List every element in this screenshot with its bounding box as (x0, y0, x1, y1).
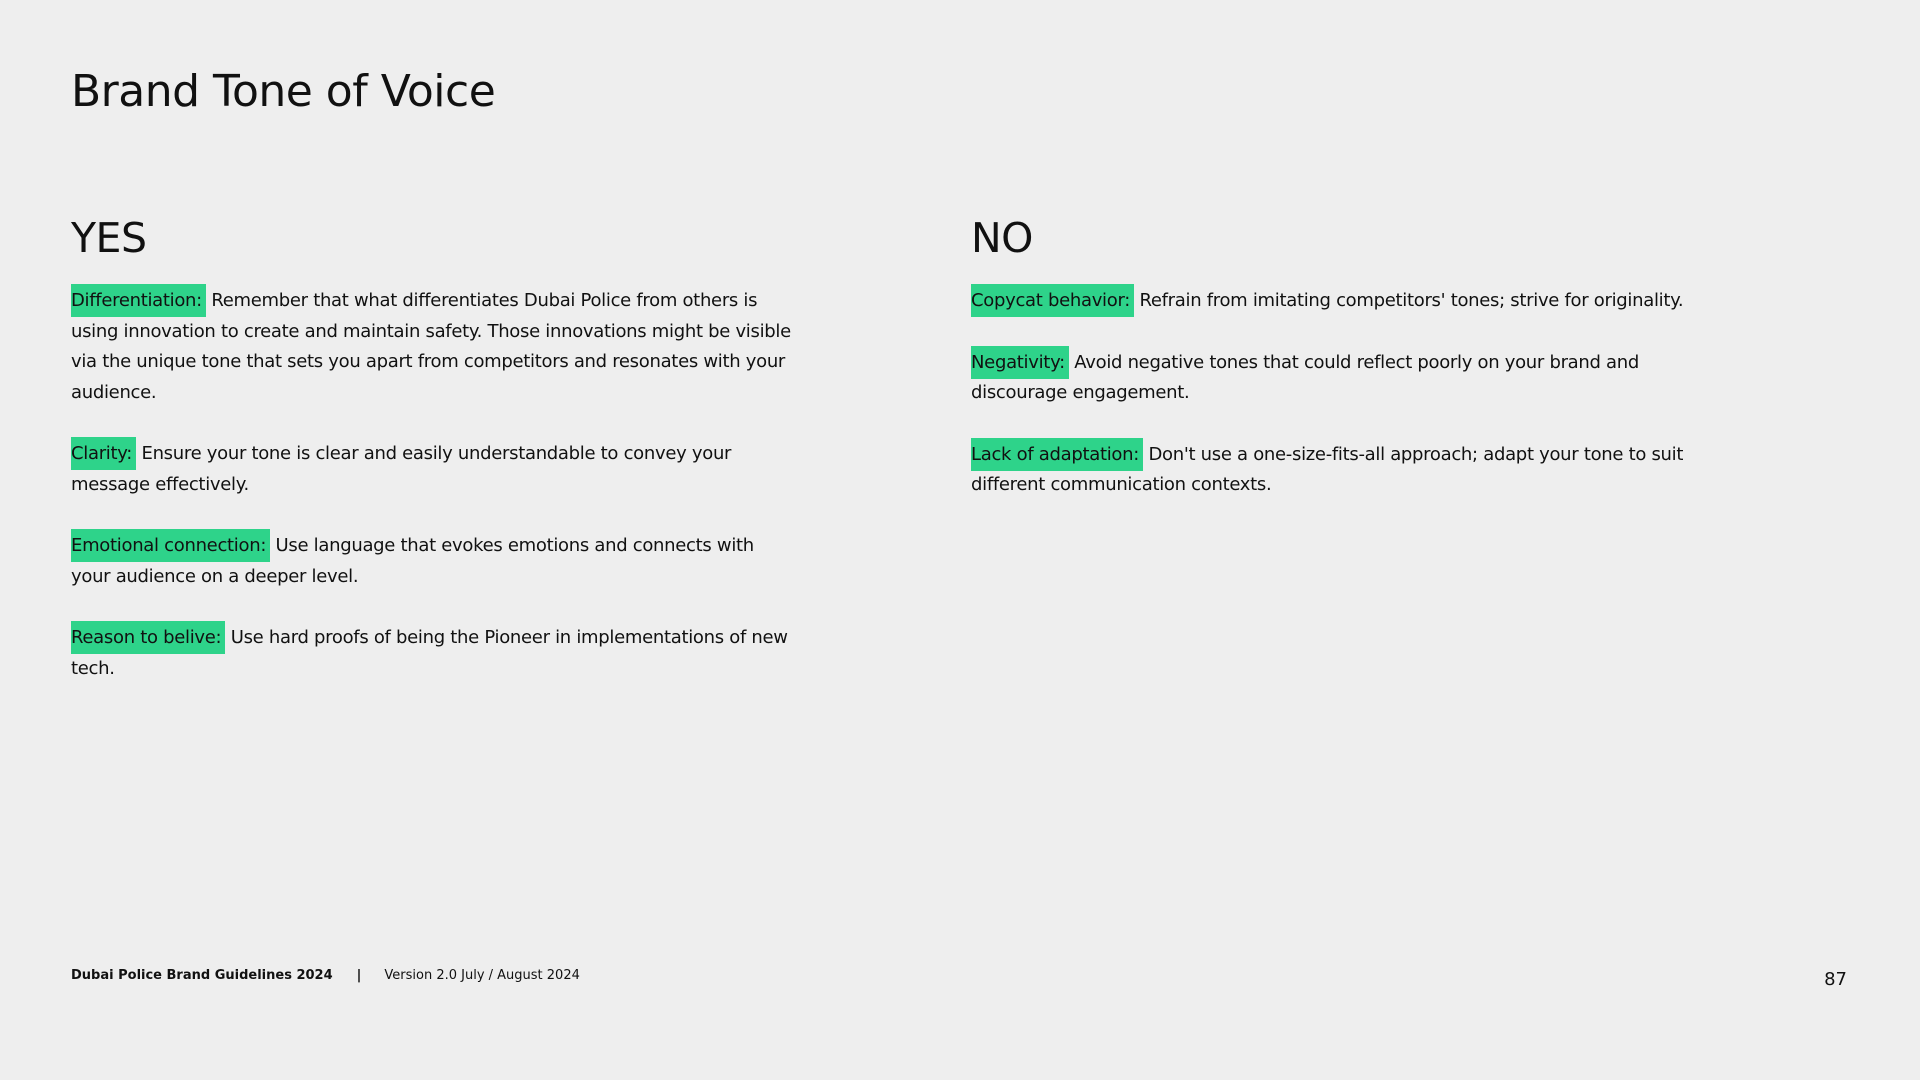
yes-item-text: Ensure your tone is clear and easily understandable to convey your message effectively. (71, 443, 732, 495)
footer-brand: Dubai Police Brand Guidelines 2024 (71, 968, 333, 983)
yes-item-reason-to-believe (71, 623, 791, 684)
no-item-label: Negativity: (971, 346, 1069, 379)
no-item-label: Copycat behavior: (971, 284, 1134, 317)
no-item-negativity (971, 348, 1711, 409)
no-item-text: Refrain from imitating competitors' tones; strive for originality. (1134, 290, 1684, 311)
yes-item-differentiation (71, 286, 791, 408)
yes-item-label: Emotional connection: (71, 529, 270, 562)
yes-item-text: Use hard proofs of being the Pioneer in implementations of new tech. (71, 627, 788, 679)
yes-heading: YES (71, 214, 147, 262)
footer-separator: | (356, 968, 362, 983)
yes-item-label: Differentiation: (71, 284, 206, 317)
no-item-copycat-behavior (971, 286, 1711, 317)
no-column (971, 210, 1711, 532)
no-item-label: Lack of adaptation: (971, 438, 1143, 471)
no-heading: NO (971, 214, 1033, 262)
no-item-text: Don't use a one-size-fits-all approach; adapt your tone to suit different communication contexts. (971, 443, 1684, 495)
yes-item-label: Clarity: (71, 437, 136, 470)
footer (71, 967, 580, 985)
no-item-lack-of-adaptation (971, 440, 1711, 501)
yes-item-text: Use language that evokes emotions and connects with your audience on a deeper level. (71, 535, 754, 587)
yes-item-clarity (71, 439, 791, 500)
no-item-text: Avoid negative tones that could reflect poorly on your brand and discourage engagement. (971, 351, 1640, 403)
yes-column (71, 210, 791, 715)
page-number: 87 (1824, 969, 1847, 990)
footer-version: Version 2.0 July / August 2024 (384, 968, 580, 983)
page-title: Brand Tone of Voice (71, 66, 496, 117)
yes-item-label: Reason to belive: (71, 621, 225, 654)
yes-item-emotional-connection (71, 531, 791, 592)
yes-item-text: Remember that what differentiates Dubai Police from others is using innovation to create and maintain safety. Those innovations might be visible via the unique tone that sets you apart from competitors and resonates with your audience. (71, 290, 791, 403)
